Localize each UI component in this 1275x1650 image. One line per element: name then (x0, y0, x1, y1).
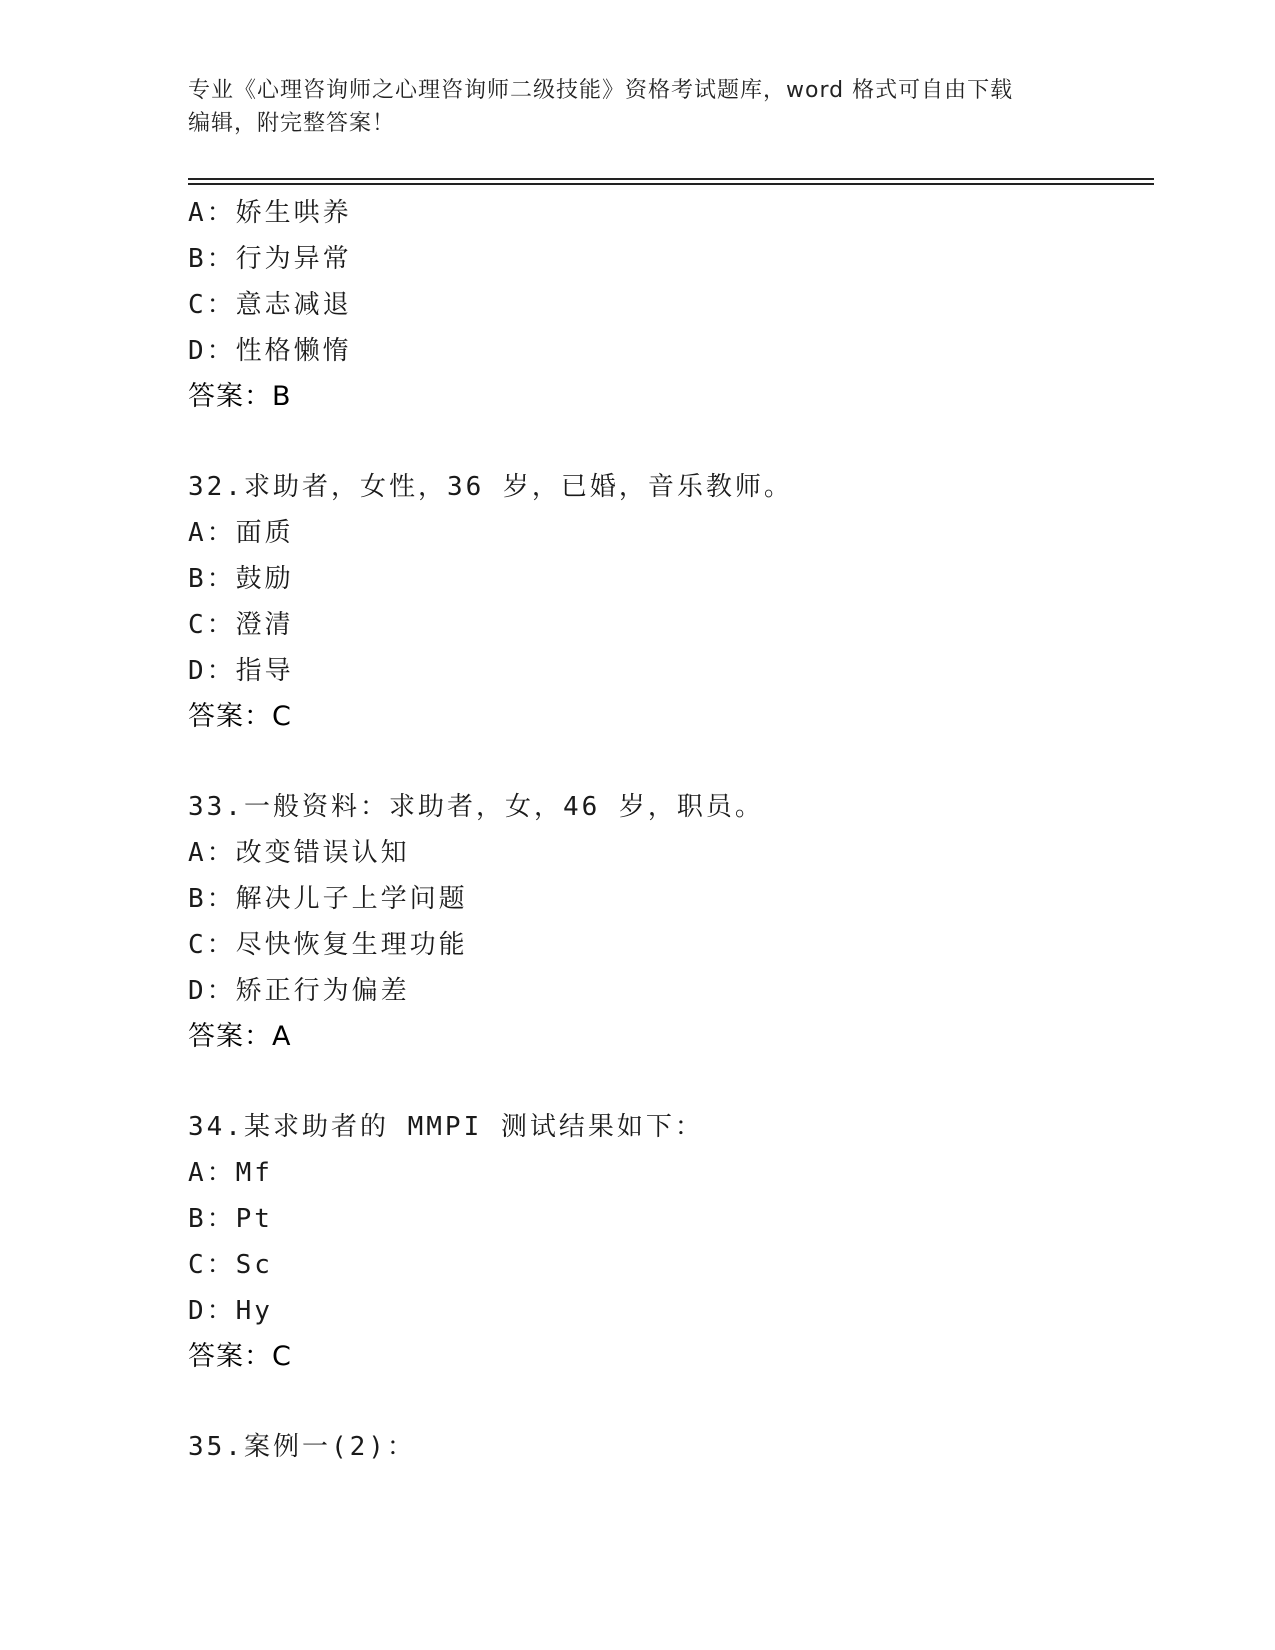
answer-line: 答案：A (188, 1021, 292, 1052)
option-c: C：Sc (188, 1250, 273, 1280)
answer-line: 答案：B (188, 381, 292, 412)
option-d: D：Hy (188, 1296, 273, 1326)
header-line-2: 编辑，附完整答案！ (188, 111, 396, 136)
question-35 (188, 1424, 1148, 1470)
option-d: D：指导 (188, 656, 294, 686)
option-c: C：意志减退 (188, 290, 352, 320)
question-stem: 33.一般资料：求助者，女，46 岁，职员。 (188, 792, 764, 822)
option-c: C：尽快恢复生理功能 (188, 930, 468, 960)
question-list (188, 190, 1148, 1470)
answer-line: 答案：C (188, 701, 292, 732)
option-a: A：面质 (188, 518, 294, 548)
question-stem: 34.某求助者的 MMPI 测试结果如下： (188, 1112, 704, 1142)
question-34 (188, 1104, 1148, 1380)
header-divider-bottom (188, 183, 1154, 185)
option-b: B：Pt (188, 1204, 273, 1234)
question-33 (188, 784, 1148, 1060)
option-d: D：矫正行为偏差 (188, 976, 410, 1006)
option-b: B：鼓励 (188, 564, 294, 594)
option-d: D：性格懒惰 (188, 336, 352, 366)
document-header (188, 74, 1068, 140)
header-line-1: 专业《心理咨询师之心理咨询师二级技能》资格考试题库，word 格式可自由下载 (188, 78, 1014, 103)
option-a: A：改变错误认知 (188, 838, 410, 868)
question-31-continuation (188, 190, 1148, 420)
option-b: B：行为异常 (188, 244, 352, 274)
question-stem: 35.案例一(2)： (188, 1432, 416, 1462)
option-a: A：娇生哄养 (188, 198, 352, 228)
answer-line: 答案：C (188, 1341, 292, 1372)
question-stem: 32.求助者，女性，36 岁，已婚，音乐教师。 (188, 472, 793, 502)
question-32 (188, 464, 1148, 740)
option-a: A：Mf (188, 1158, 273, 1188)
option-b: B：解决儿子上学问题 (188, 884, 468, 914)
header-divider-top (188, 178, 1154, 180)
option-c: C：澄清 (188, 610, 294, 640)
